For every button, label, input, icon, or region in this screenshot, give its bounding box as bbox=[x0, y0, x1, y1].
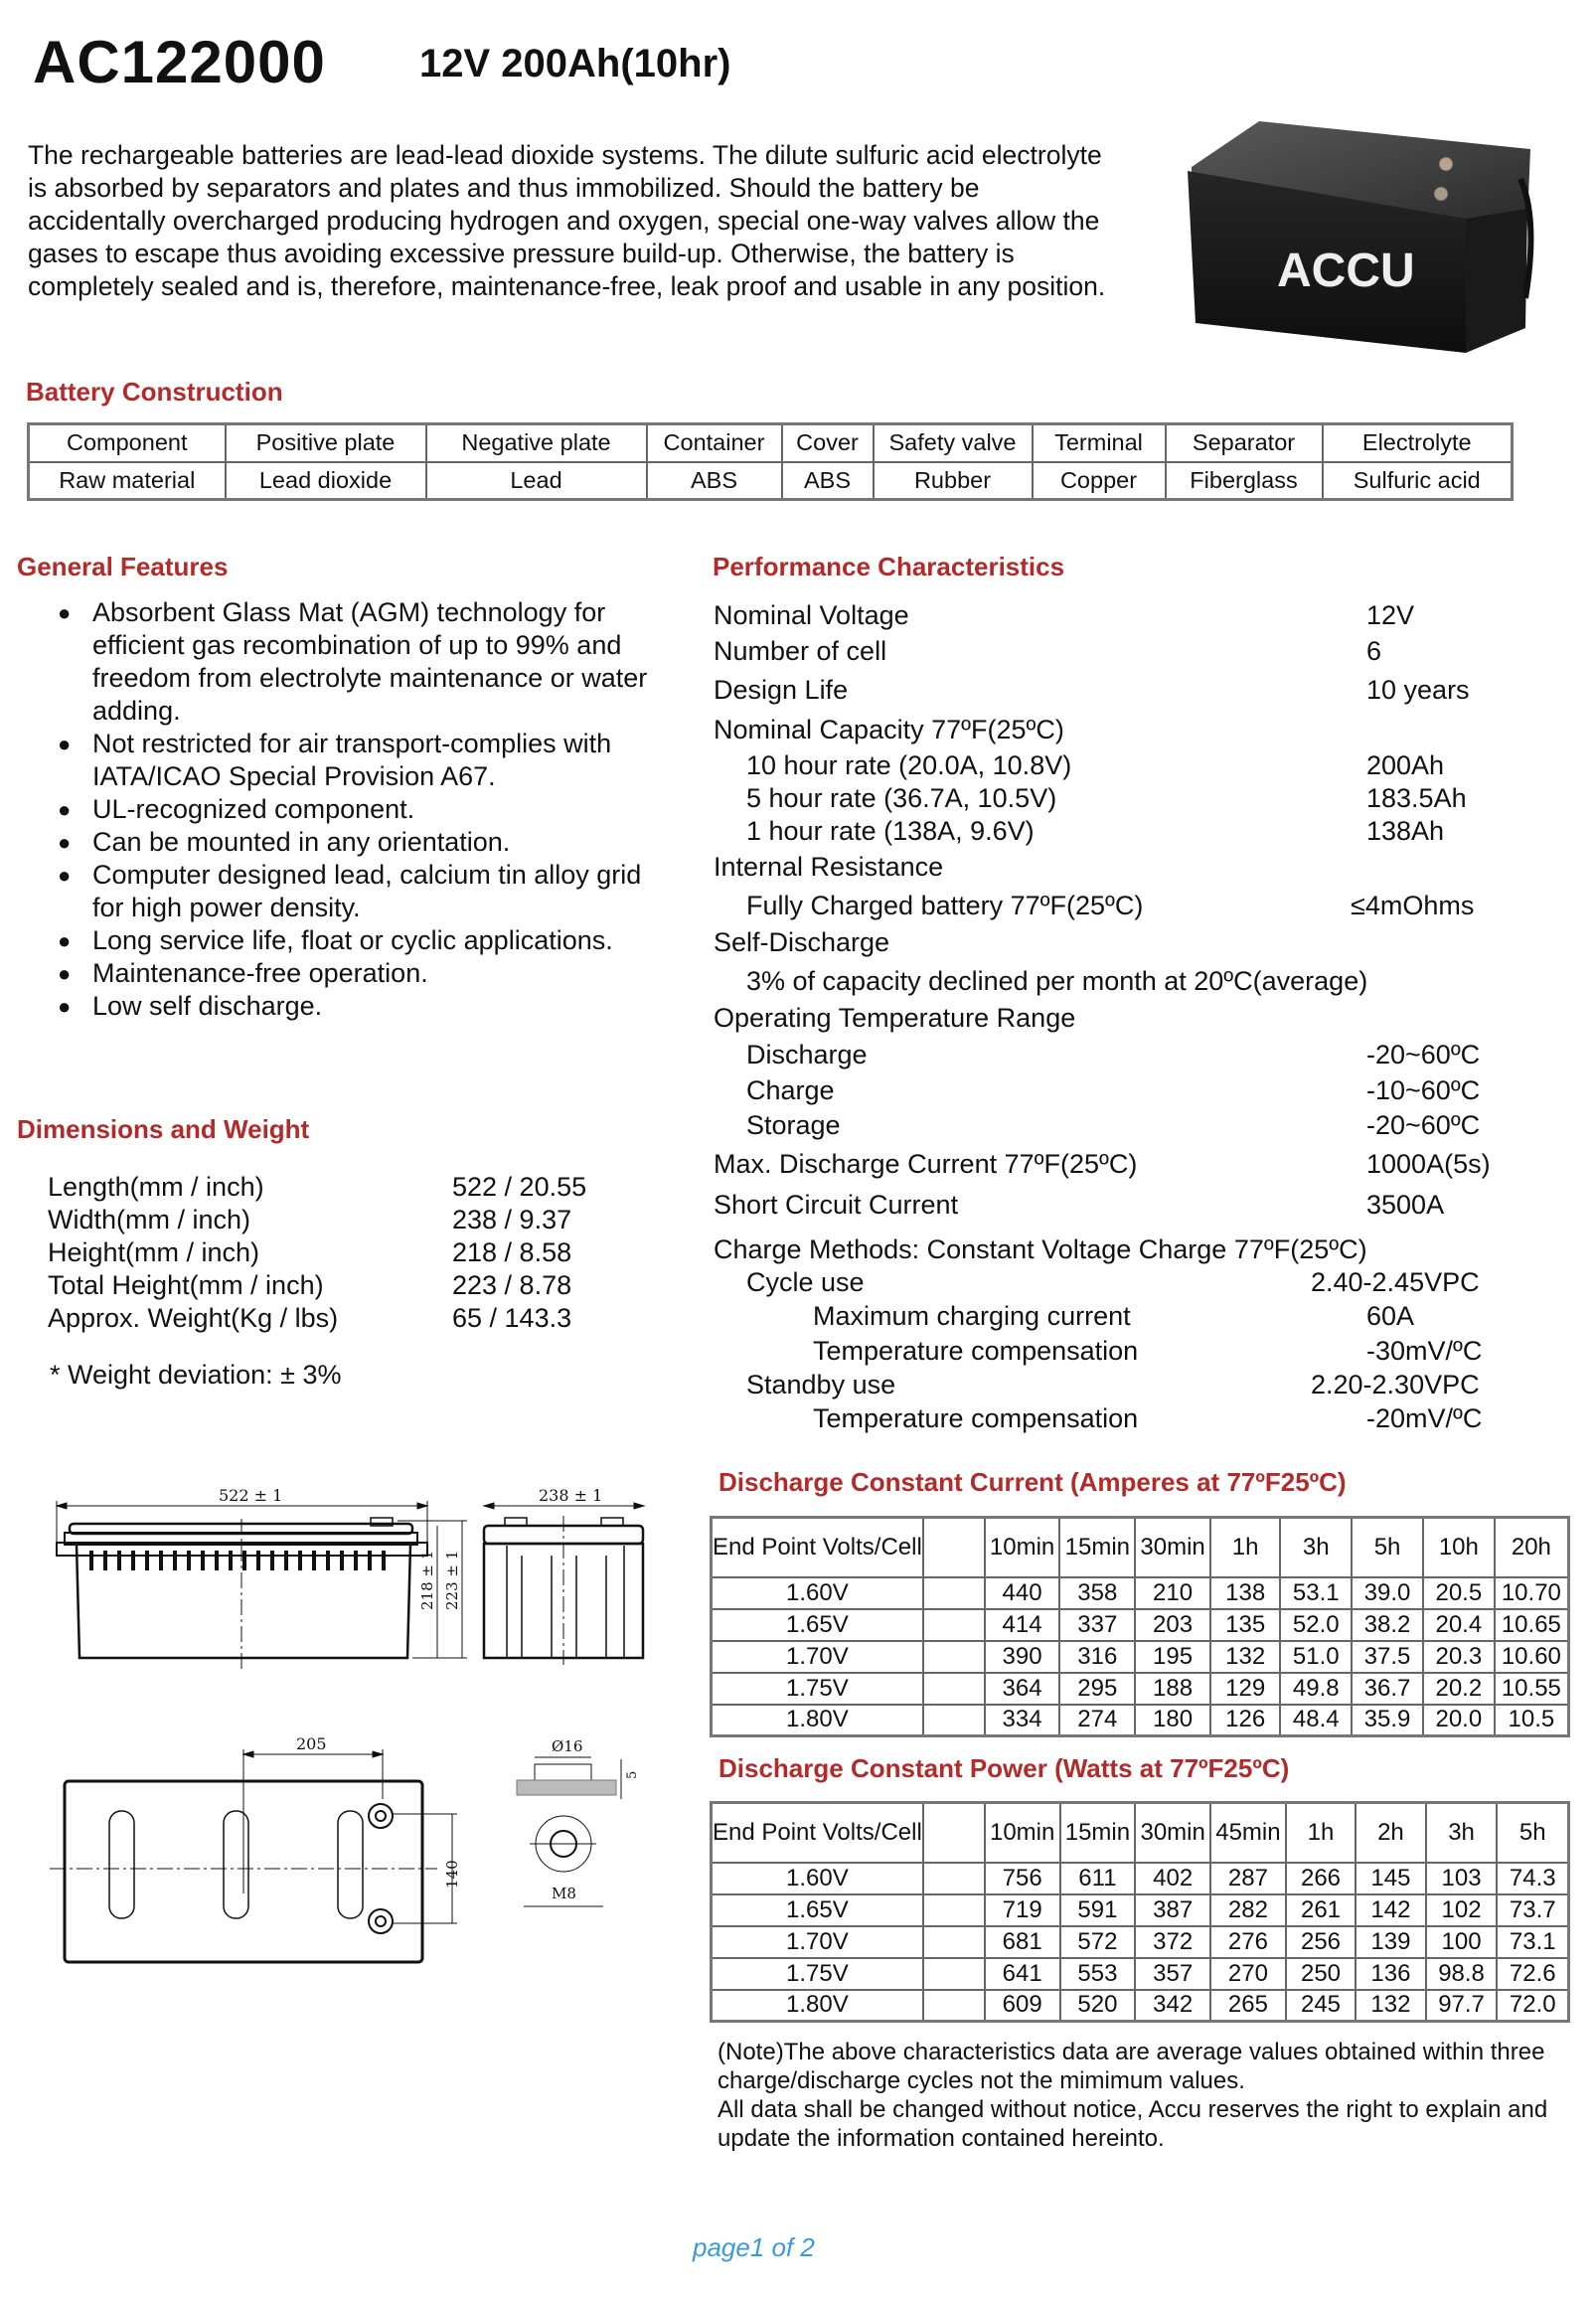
table-cell: 210 bbox=[1135, 1577, 1210, 1609]
table-cell: 276 bbox=[1210, 1926, 1286, 1958]
list-item: ● Can be mounted in any orientation. bbox=[58, 827, 511, 857]
list-item: ● UL-recognized component. bbox=[58, 794, 415, 824]
dimension-row: Height(mm / inch) 218 / 8.58 bbox=[48, 1237, 572, 1267]
dimension-row: Total Height(mm / inch) 223 / 8.78 bbox=[48, 1270, 572, 1300]
terminal-spacing-dimension: 205 bbox=[296, 1734, 327, 1753]
list-item: ● Maintenance-free operation. bbox=[58, 958, 428, 988]
spec-label: Max. Discharge Current 77ºF(25ºC) bbox=[714, 1149, 1138, 1179]
table-cell bbox=[923, 1609, 985, 1641]
table-cell: 387 bbox=[1135, 1894, 1210, 1926]
bullet-icon: ● bbox=[58, 830, 72, 855]
table-row bbox=[712, 1958, 1569, 1990]
table-cell: 719 bbox=[985, 1894, 1060, 1926]
table-cell: 97.7 bbox=[1426, 1990, 1498, 2022]
table-cell: 250 bbox=[1286, 1958, 1356, 1990]
dimension-row: Length(mm / inch) 522 / 20.55 bbox=[48, 1172, 587, 1202]
table-cell bbox=[923, 1577, 985, 1609]
spec-value: 3500A bbox=[1366, 1190, 1445, 1220]
row-label: 1.75V bbox=[712, 1673, 923, 1705]
terminal-diameter-dimension: Ø16 bbox=[552, 1737, 583, 1755]
spec-value: 200Ah bbox=[1366, 750, 1445, 780]
table-cell: 53.1 bbox=[1280, 1577, 1352, 1609]
table-cell: 256 bbox=[1286, 1926, 1356, 1958]
list-item: ● Computer designed lead, calcium tin alloy grid for high power density. bbox=[58, 860, 642, 922]
spec-label: 1 hour rate (138A, 9.6V) bbox=[746, 816, 1035, 846]
table-cell: 274 bbox=[1059, 1705, 1135, 1736]
width-dimension: 238 ± 1 bbox=[539, 1486, 603, 1505]
table-cell: 316 bbox=[1059, 1641, 1135, 1673]
table-cell: 73.1 bbox=[1497, 1926, 1568, 1958]
table-cell: 132 bbox=[1210, 1641, 1280, 1673]
column-header: 5h bbox=[1352, 1518, 1423, 1577]
technical-drawing bbox=[40, 1471, 676, 1988]
row-label: 1.60V bbox=[712, 1863, 923, 1894]
table-cell: Lead bbox=[426, 462, 647, 500]
table-header-row bbox=[712, 1803, 1569, 1863]
spec-value: 1000A(5s) bbox=[1366, 1149, 1491, 1179]
table-cell: Separator bbox=[1166, 424, 1323, 462]
dimensions-table bbox=[48, 1171, 586, 1335]
table-cell: Cover bbox=[782, 424, 874, 462]
spec-value: 10 years bbox=[1366, 675, 1470, 705]
construction-title: Battery Construction bbox=[26, 377, 283, 407]
spec-value: 60A bbox=[1366, 1301, 1415, 1331]
height-dimension: 218 ± 1 bbox=[418, 1550, 436, 1610]
table-cell: 10.55 bbox=[1495, 1673, 1569, 1705]
spec-label: 10 hour rate (20.0A, 10.8V) bbox=[746, 750, 1072, 780]
spec-label: Self-Discharge bbox=[714, 927, 890, 957]
front-view-drawing bbox=[57, 1486, 467, 1670]
table-cell: 39.0 bbox=[1352, 1577, 1423, 1609]
table-header-row bbox=[712, 1518, 1569, 1577]
spec-label: Design Life bbox=[714, 675, 849, 705]
spec-label: Cycle use bbox=[746, 1267, 865, 1297]
table-cell: 641 bbox=[985, 1958, 1060, 1990]
table-cell: 72.0 bbox=[1497, 1990, 1568, 2022]
model-title: AC122000 bbox=[33, 29, 326, 95]
performance-list bbox=[714, 596, 1568, 1441]
column-header: End Point Volts/Cell bbox=[712, 1518, 923, 1577]
table-cell: 51.0 bbox=[1280, 1641, 1352, 1673]
table-cell: 203 bbox=[1135, 1609, 1210, 1641]
spec-value: 183.5Ah bbox=[1366, 783, 1467, 813]
table-cell: 145 bbox=[1356, 1863, 1425, 1894]
top-view-drawing bbox=[50, 1734, 461, 1962]
page-number: page1 of 2 bbox=[693, 2232, 815, 2262]
table-cell: 132 bbox=[1356, 1990, 1425, 2022]
table-cell: 48.4 bbox=[1280, 1705, 1352, 1736]
table-cell: 20.3 bbox=[1423, 1641, 1495, 1673]
spec-value: -20~60ºC bbox=[1366, 1110, 1481, 1140]
spec-label: Standby use bbox=[746, 1370, 896, 1399]
table-cell: 136 bbox=[1356, 1958, 1425, 1990]
table-cell bbox=[923, 1641, 985, 1673]
table-cell: 270 bbox=[1210, 1958, 1286, 1990]
table-cell: 139 bbox=[1356, 1926, 1425, 1958]
spec-value: 6 bbox=[1366, 636, 1382, 666]
table-cell: 74.3 bbox=[1497, 1863, 1568, 1894]
table-cell: 572 bbox=[1060, 1926, 1136, 1958]
footnote bbox=[718, 2038, 1592, 2153]
spec-label: 5 hour rate (36.7A, 10.5V) bbox=[746, 783, 1057, 813]
table-cell bbox=[923, 1863, 985, 1894]
spec-value: -10~60ºC bbox=[1366, 1075, 1481, 1105]
column-header: 15min bbox=[1060, 1803, 1136, 1863]
table-cell: 126 bbox=[1210, 1705, 1280, 1736]
column-header: 10h bbox=[1423, 1518, 1495, 1577]
spec-label: Discharge bbox=[746, 1040, 868, 1069]
table-cell: Safety valve bbox=[874, 424, 1033, 462]
bullet-icon: ● bbox=[58, 797, 72, 822]
table-cell: 103 bbox=[1426, 1863, 1498, 1894]
weight-deviation-note: * Weight deviation: ± 3% bbox=[50, 1360, 342, 1390]
table-cell: Raw material bbox=[29, 462, 226, 500]
table-cell: Terminal bbox=[1033, 424, 1166, 462]
table-cell: 10.70 bbox=[1495, 1577, 1569, 1609]
column-header: 30min bbox=[1135, 1518, 1210, 1577]
table-cell: Lead dioxide bbox=[226, 462, 426, 500]
discharge-power-table bbox=[710, 1801, 1570, 2023]
dimensions-title: Dimensions and Weight bbox=[17, 1114, 310, 1144]
spec-value: 2.20-2.30VPC bbox=[1311, 1370, 1480, 1399]
table-cell: 100 bbox=[1426, 1926, 1498, 1958]
spec-label: Charge Methods: Constant Voltage Charge 77ºF(25ºC) bbox=[714, 1234, 1367, 1264]
column-header: 45min bbox=[1210, 1803, 1286, 1863]
terminal-height-dimension: 5 bbox=[625, 1770, 640, 1779]
spec-value: -20mV/ºC bbox=[1366, 1403, 1483, 1433]
spec-value: -20~60ºC bbox=[1366, 1040, 1481, 1069]
table-cell bbox=[923, 1705, 985, 1736]
footnote-line: (Note)The above characteristics data are average values obtained within three charge/discharge cycles not the mimimum values. bbox=[718, 2039, 1545, 2094]
table-row bbox=[712, 1990, 1569, 2022]
table-cell bbox=[923, 1894, 985, 1926]
spec-label: Nominal Capacity 77ºF(25ºC) bbox=[714, 715, 1064, 744]
table-cell: 36.7 bbox=[1352, 1673, 1423, 1705]
table-cell: Electrolyte bbox=[1323, 424, 1513, 462]
spec-label: Temperature compensation bbox=[813, 1403, 1139, 1433]
table-cell bbox=[923, 1990, 985, 2022]
table-cell: Negative plate bbox=[426, 424, 647, 462]
features-title: General Features bbox=[17, 552, 229, 581]
table-cell: 295 bbox=[1059, 1673, 1135, 1705]
table-cell: 35.9 bbox=[1352, 1705, 1423, 1736]
spec-label: Charge bbox=[746, 1075, 835, 1105]
spec-value: 12V bbox=[1366, 600, 1415, 630]
table-cell: 20.5 bbox=[1423, 1577, 1495, 1609]
column-header: 2h bbox=[1356, 1803, 1425, 1863]
table-cell: 10.5 bbox=[1495, 1705, 1569, 1736]
table-cell: 195 bbox=[1135, 1641, 1210, 1673]
bullet-icon: ● bbox=[58, 961, 72, 986]
table-cell: 52.0 bbox=[1280, 1609, 1352, 1641]
table-cell: 266 bbox=[1286, 1863, 1356, 1894]
table-row bbox=[712, 1673, 1569, 1705]
table-cell: 337 bbox=[1059, 1609, 1135, 1641]
table-cell: Fiberglass bbox=[1166, 462, 1323, 500]
table-cell: 440 bbox=[985, 1577, 1060, 1609]
bullet-icon: ● bbox=[58, 994, 72, 1019]
spec-label: Storage bbox=[746, 1110, 841, 1140]
model-spec: 12V 200Ah(10hr) bbox=[419, 42, 731, 85]
table-cell: 180 bbox=[1135, 1705, 1210, 1736]
performance-title: Performance Characteristics bbox=[713, 552, 1065, 581]
row-label: 1.70V bbox=[712, 1641, 923, 1673]
side-view-drawing bbox=[484, 1486, 644, 1665]
table-cell: 357 bbox=[1135, 1958, 1210, 1990]
row-label: 1.80V bbox=[712, 1705, 923, 1736]
list-item: ● Not restricted for air transport-complies with IATA/ICAO Special Provision A67. bbox=[58, 729, 612, 791]
table-row bbox=[712, 1705, 1569, 1736]
table-cell: ABS bbox=[782, 462, 874, 500]
table-cell: ABS bbox=[647, 462, 782, 500]
table-cell: 390 bbox=[985, 1641, 1060, 1673]
table-cell: 553 bbox=[1060, 1958, 1136, 1990]
table-cell: 414 bbox=[985, 1609, 1060, 1641]
bolt-size-label: M8 bbox=[552, 1885, 576, 1902]
spec-value: 138Ah bbox=[1366, 816, 1445, 846]
table-row bbox=[712, 1641, 1569, 1673]
table-cell: 10.65 bbox=[1495, 1609, 1569, 1641]
row-label: 1.60V bbox=[712, 1577, 923, 1609]
terminal-detail-drawing bbox=[517, 1737, 640, 1906]
table-cell: 10.60 bbox=[1495, 1641, 1569, 1673]
discharge-current-table bbox=[710, 1516, 1570, 1737]
spec-label: Short Circuit Current bbox=[714, 1190, 959, 1220]
features-list bbox=[58, 596, 674, 1023]
table-cell: 20.2 bbox=[1423, 1673, 1495, 1705]
spec-value: -30mV/ºC bbox=[1366, 1336, 1483, 1366]
table-cell: 681 bbox=[985, 1926, 1060, 1958]
table-cell: 129 bbox=[1210, 1673, 1280, 1705]
table-cell: 372 bbox=[1135, 1926, 1210, 1958]
table-row bbox=[712, 1609, 1569, 1641]
product-photo bbox=[1178, 109, 1545, 363]
table-cell: 265 bbox=[1210, 1990, 1286, 2022]
spec-label: Number of cell bbox=[714, 636, 887, 666]
brand-label: ACCU bbox=[1277, 245, 1415, 297]
column-header: 3h bbox=[1280, 1518, 1352, 1577]
bullet-icon: ● bbox=[58, 863, 72, 888]
spec-label: Fully Charged battery 77ºF(25ºC) bbox=[746, 891, 1144, 920]
construction-table bbox=[27, 422, 1514, 501]
column-header: 3h bbox=[1426, 1803, 1498, 1863]
table-cell: 611 bbox=[1060, 1863, 1136, 1894]
table-cell bbox=[923, 1958, 985, 1990]
table-cell: 520 bbox=[1060, 1990, 1136, 2022]
table-cell: Positive plate bbox=[226, 424, 426, 462]
table-cell: 37.5 bbox=[1352, 1641, 1423, 1673]
table-cell: 282 bbox=[1210, 1894, 1286, 1926]
table-row bbox=[712, 1577, 1569, 1609]
table-cell: 287 bbox=[1210, 1863, 1286, 1894]
list-item: ● Absorbent Glass Mat (AGM) technology for efficient gas recombination of up to 99% and freedom from electrolyte maintenance or water adding. bbox=[58, 597, 648, 726]
table-cell bbox=[923, 1926, 985, 1958]
table-cell: 138 bbox=[1210, 1577, 1280, 1609]
row-label: 1.80V bbox=[712, 1990, 923, 2022]
table-cell: 358 bbox=[1059, 1577, 1135, 1609]
column-header: 5h bbox=[1497, 1803, 1568, 1863]
spec-value: ≤4mOhms bbox=[1351, 891, 1475, 920]
dimension-row: Width(mm / inch) 238 / 9.37 bbox=[48, 1205, 572, 1234]
construction-header-row bbox=[29, 424, 1513, 462]
table-cell: 20.0 bbox=[1423, 1705, 1495, 1736]
table-cell: 73.7 bbox=[1497, 1894, 1568, 1926]
table-row bbox=[712, 1894, 1569, 1926]
table-cell: 135 bbox=[1210, 1609, 1280, 1641]
spec-label: 3% of capacity declined per month at 20ºC(average) bbox=[746, 966, 1368, 996]
table-cell: 49.8 bbox=[1280, 1673, 1352, 1705]
table-cell: 98.8 bbox=[1426, 1958, 1498, 1990]
spec-label: Nominal Voltage bbox=[714, 600, 909, 630]
table-cell: 188 bbox=[1135, 1673, 1210, 1705]
table-cell: 342 bbox=[1135, 1990, 1210, 2022]
table-cell bbox=[923, 1803, 985, 1863]
column-header: 30min bbox=[1135, 1803, 1210, 1863]
spec-label: Temperature compensation bbox=[813, 1336, 1139, 1366]
list-item: ● Long service life, float or cyclic applications. bbox=[58, 925, 613, 955]
table-cell: 261 bbox=[1286, 1894, 1356, 1926]
table-cell: 364 bbox=[985, 1673, 1060, 1705]
table-cell: 402 bbox=[1135, 1863, 1210, 1894]
table-cell: 591 bbox=[1060, 1894, 1136, 1926]
column-header: 10min bbox=[985, 1518, 1060, 1577]
spec-value: 2.40-2.45VPC bbox=[1311, 1267, 1480, 1297]
column-header: 20h bbox=[1495, 1518, 1569, 1577]
total-height-dimension: 223 ± 1 bbox=[443, 1550, 461, 1610]
intro-paragraph: The rechargeable batteries are lead-lead dioxide systems. The dilute sulfuric acid electrolyte is absorbed by separators and plates and thus immobilized. Should the battery be accidentally overcharged producing hydrogen and oxygen, special one-way valves allow the gases to escape thus avoiding excessive pressure build-up. Otherwise, the battery is completely sealed and is, therefore, maintenance-free, leak proof and usable in any position. bbox=[28, 140, 1106, 301]
length-dimension: 522 ± 1 bbox=[219, 1486, 283, 1505]
table-cell: 245 bbox=[1286, 1990, 1356, 2022]
terminal-offset-dimension: 140 bbox=[443, 1860, 461, 1889]
table-cell: 142 bbox=[1356, 1894, 1425, 1926]
spec-label: Internal Resistance bbox=[714, 852, 944, 882]
column-header: 1h bbox=[1286, 1803, 1356, 1863]
table-cell: 20.4 bbox=[1423, 1609, 1495, 1641]
table-cell bbox=[923, 1518, 985, 1577]
table-cell: 756 bbox=[985, 1863, 1060, 1894]
table-cell: 102 bbox=[1426, 1894, 1498, 1926]
table-cell: Rubber bbox=[874, 462, 1033, 500]
dimension-row: Approx. Weight(Kg / lbs) 65 / 143.3 bbox=[48, 1303, 572, 1333]
table-row bbox=[712, 1863, 1569, 1894]
discharge-power-title: Discharge Constant Power (Watts at 77ºF25ºC) bbox=[718, 1753, 1290, 1783]
construction-material-row bbox=[29, 462, 1513, 500]
table-cell bbox=[923, 1673, 985, 1705]
discharge-current-title: Discharge Constant Current (Amperes at 77ºF25ºC) bbox=[718, 1467, 1347, 1497]
table-cell: Copper bbox=[1033, 462, 1166, 500]
bullet-icon: ● bbox=[58, 732, 72, 756]
column-header: 10min bbox=[985, 1803, 1060, 1863]
row-label: 1.75V bbox=[712, 1958, 923, 1990]
column-header: 15min bbox=[1059, 1518, 1135, 1577]
table-cell: 334 bbox=[985, 1705, 1060, 1736]
spec-label: Operating Temperature Range bbox=[714, 1003, 1076, 1033]
table-cell: Sulfuric acid bbox=[1323, 462, 1513, 500]
column-header: End Point Volts/Cell bbox=[712, 1803, 923, 1863]
table-cell: 609 bbox=[985, 1990, 1060, 2022]
table-cell: 72.6 bbox=[1497, 1958, 1568, 1990]
bullet-icon: ● bbox=[58, 928, 72, 953]
spec-label: Maximum charging current bbox=[813, 1301, 1131, 1331]
list-item: ● Low self discharge. bbox=[58, 991, 323, 1021]
row-label: 1.65V bbox=[712, 1894, 923, 1926]
table-cell: 38.2 bbox=[1352, 1609, 1423, 1641]
footnote-line: All data shall be changed without notice, Accu reserves the right to explain and update the information contained hereinto. bbox=[718, 2096, 1548, 2152]
row-label: 1.65V bbox=[712, 1609, 923, 1641]
row-label: 1.70V bbox=[712, 1926, 923, 1958]
column-header: 1h bbox=[1210, 1518, 1280, 1577]
table-cell: Component bbox=[29, 424, 226, 462]
bullet-icon: ● bbox=[58, 600, 72, 625]
table-row bbox=[712, 1926, 1569, 1958]
table-cell: Container bbox=[647, 424, 782, 462]
